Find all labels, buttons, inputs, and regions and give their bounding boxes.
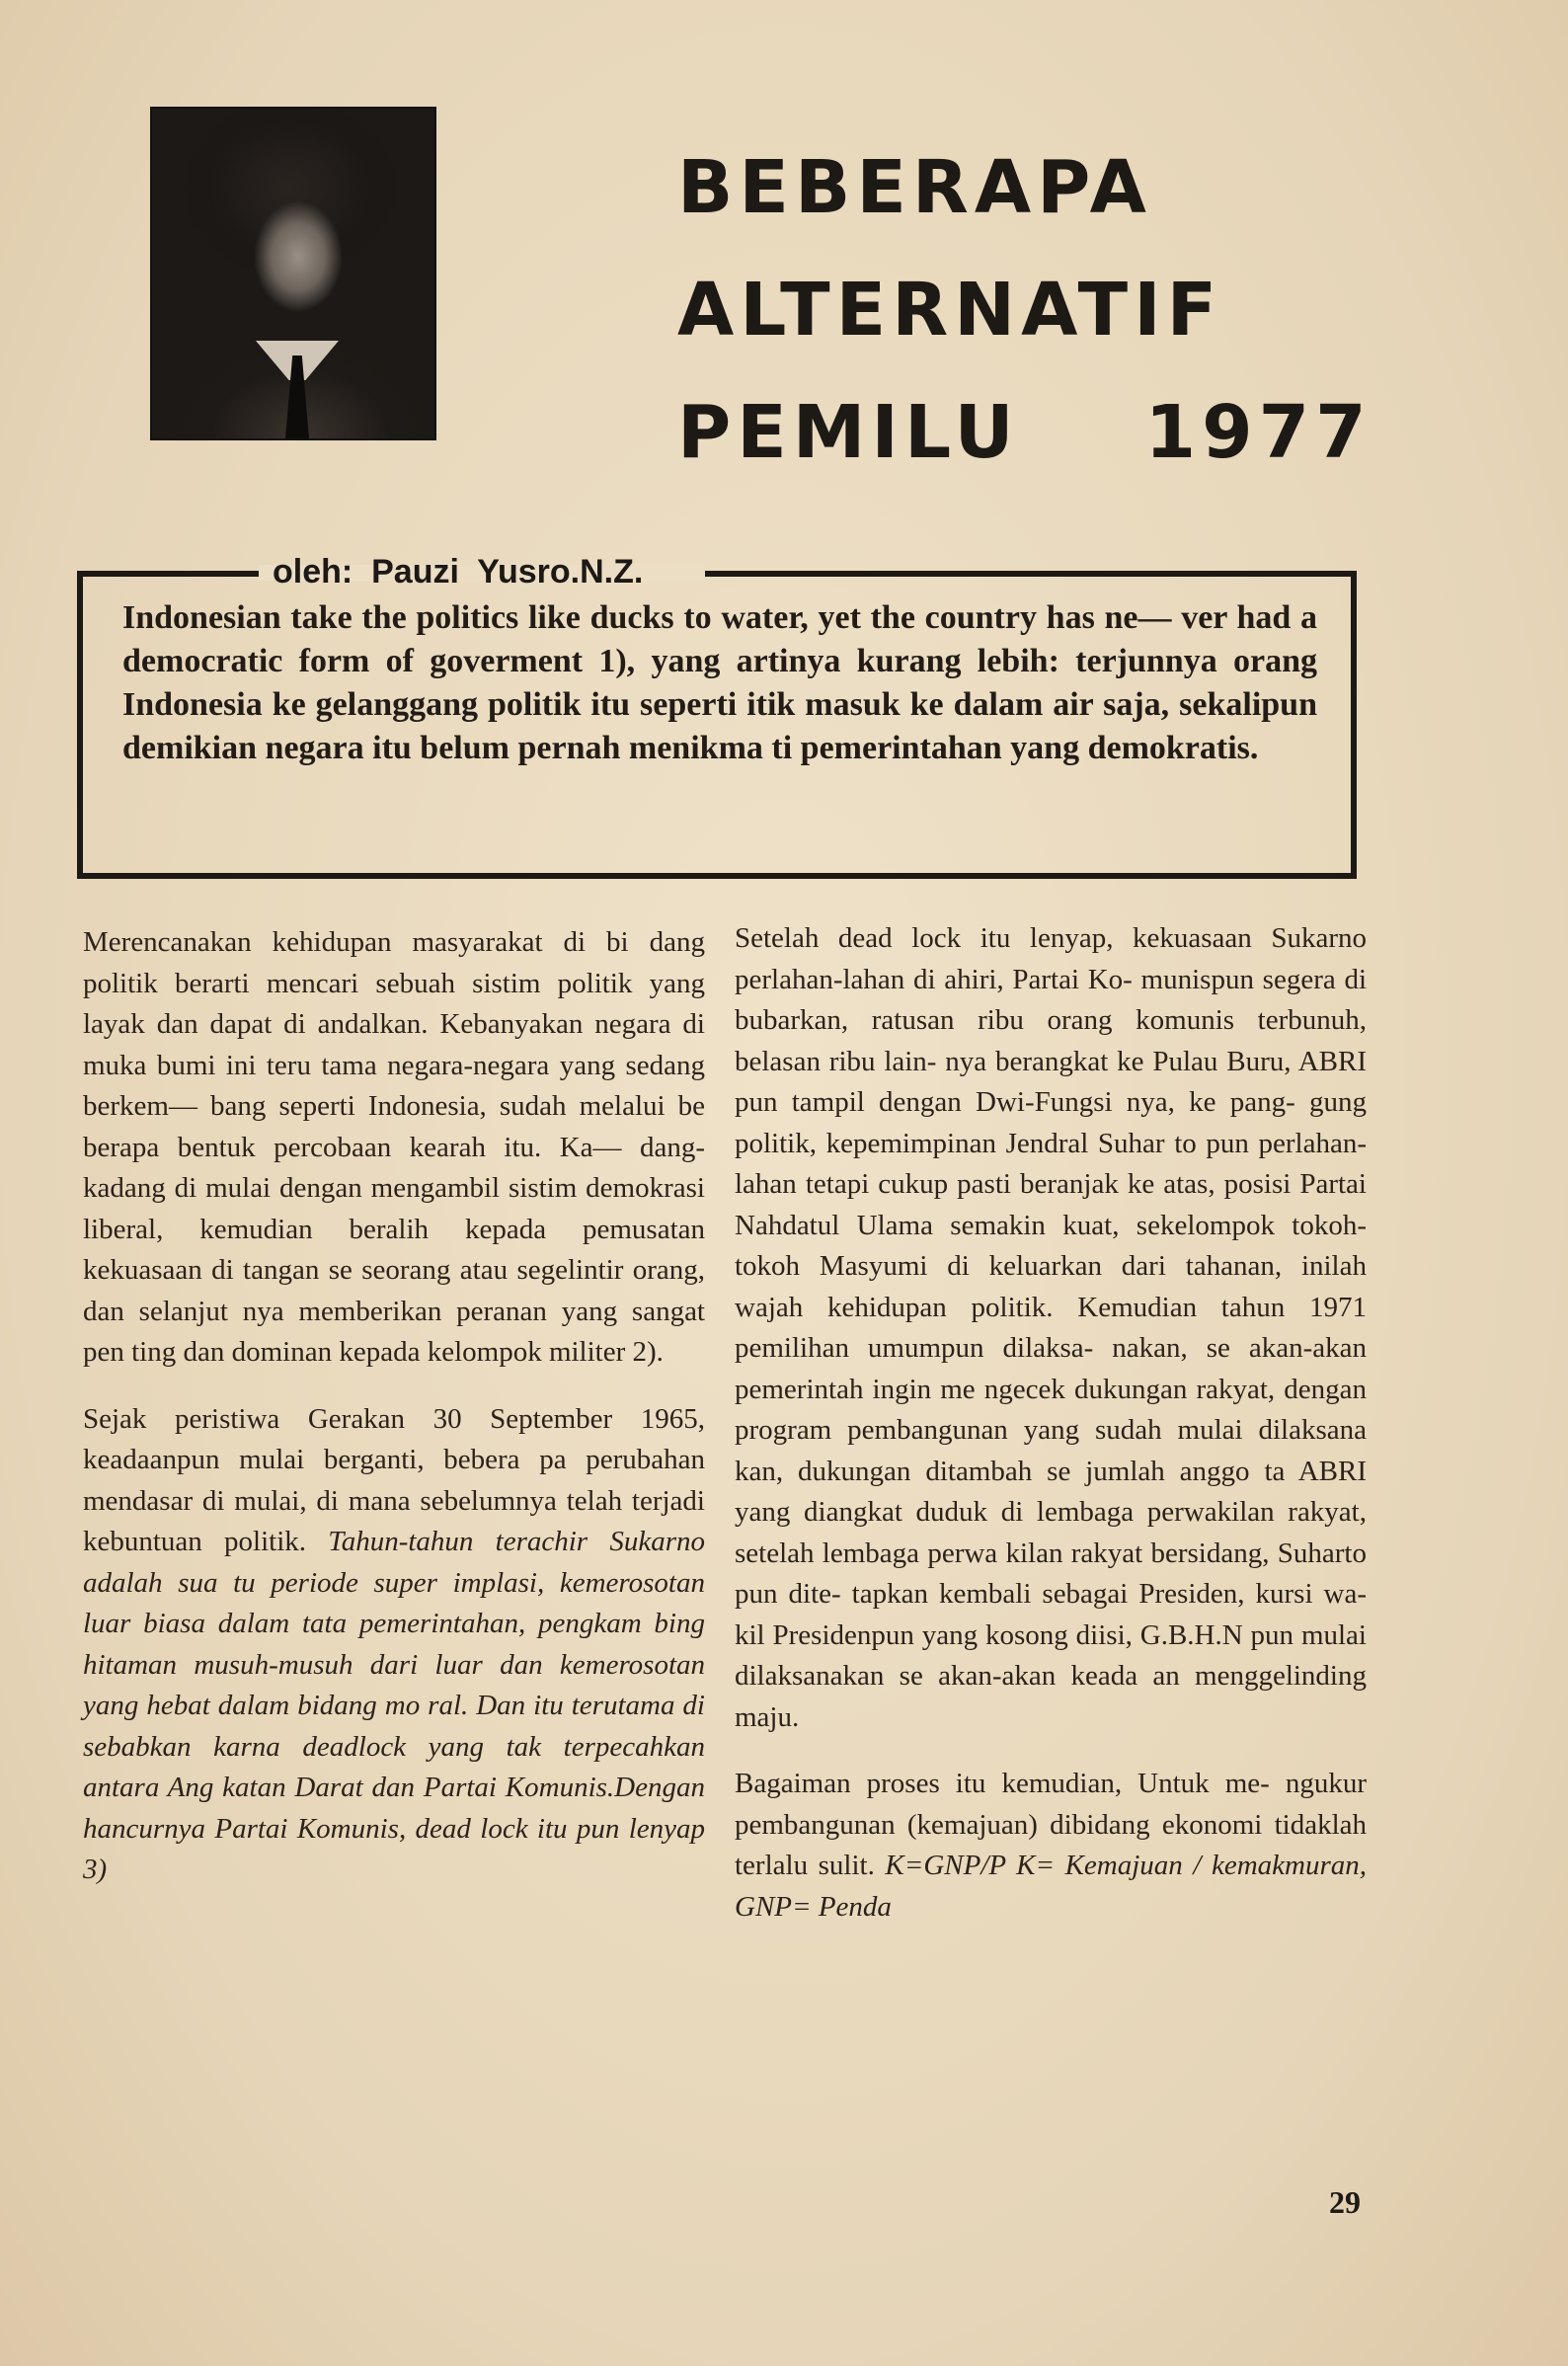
right-paragraph-2-text: Bagaiman proses itu kemudian, Untuk me- ngukur pembangunan (kemajuan) dibidang ekonomi tidaklah terlalu sulit. [735,1768,1367,1881]
page-number: 29 [1329,2184,1361,2220]
title-line-3: PEMILU 1977 [677,390,1372,475]
right-paragraph-2-formula: K=GNP/P K= Kemajuan / kemakmuran, GNP= Penda [735,1850,1368,1923]
left-column [83,922,705,1917]
left-paragraph-2-text: Sejak peristiwa Gerakan 30 September 1965, keadaanpun mulai berganti, bebera pa perubahan mendasar di mulai, di mana sebelumnya telah terjadi kebuntuan politik. [83,1402,705,1557]
title-line-2: ALTERNATIF [677,268,1223,353]
author-byline: oleh: Pauzi Yusro.N.Z. [273,553,644,591]
author-photo [150,107,436,440]
right-column [735,918,1367,1953]
title-line-1: BEBERAPA [677,145,1152,230]
left-paragraph-2-italic: Tahun-tahun terachir Sukarno adalah sua tu periode super implasi, kemerosotan luar biasa dalam tata pemerintahan, pengkam bing hitaman musuh-musuh dari luar dan kemerosotan yang hebat dalam bidang mo ral. Dan itu terutama di sebabkan karna deadlock yang tak terpecahkan antara Ang katan Darat dan Partai Komunis.Dengan hancurnya Partai Komunis, dead lock itu pun lenyap 3) [83,1526,705,1885]
abstract-text: Indonesian take the politics like ducks to water, yet the country has ne— ver had a democratic form of goverment 1), yang artinya kurang lebih: terjunnya orang Indonesia ke gelanggang politik itu seperti itik masuk ke dalam air saja, sekalipun demikian negara itu belum pernah menikma ti pemerintahan yang demokratis. [122,599,1317,766]
left-paragraph-1: Merencanakan kehidupan masyarakat di bi dang politik berarti mencari sebuah sistim politik yang layak dan dapat di andalkan. Kebanyakan negara di muka bumi ini teru tama negara-negara yang sedang berkem— bang seperti Indonesia, sudah melalui be berapa bentuk percobaan kearah itu. Ka— dang-kadang di mulai dengan mengambil sistim demokrasi liberal, kemudian beralih kepada pemusatan kekuasaan di tangan se seorang atau segelintir orang, dan selanjut nya memberikan peranan yang sangat pen ting dan dominan kepada kelompok militer 2). [83,926,705,1368]
left-paragraph-2 [83,1399,705,1891]
right-paragraph-2 [735,1764,1367,1928]
article-title [677,126,1428,494]
right-paragraph-1: Setelah dead lock itu lenyap, kekuasaan Sukarno perlahan-lahan di ahiri, Partai Ko- munispun segera di bubarkan, ratusan ribu orang komunis terbunuh, belasan ribu lain- nya berangkat ke Pulau Buru, ABRI pun tampil dengan Dwi-Fungsi nya, ke pang- gung politik, kepemimpinan Jendral Suhar to pun perlahan-lahan tetapi cukup pasti beranjak ke atas, posisi Partai Nahdatul Ulama semakin kuat, sekelompok tokoh- tokoh Masyumi di keluarkan dari tahanan, inilah wajah kehidupan politik. Kemudian tahun 1971 pemilihan umumpun dilaksa- nakan, se akan-akan pemerintah ingin me ngecek dukungan rakyat, dengan program pembangunan yang sudah mulai dilaksana kan, dukungan ditambah se jumlah anggo ta ABRI yang diangkat duduk di lembaga perwakilan rakyat, setelah lembaga perwa kilan rakyat bersidang, Suharto pun dite- tapkan kembali sebagai Presiden, kursi wa- kil Presidenpun yang kosong diisi, G.B.H.N pun mulai dilaksanakan se akan-akan keada an menggelinding maju. [735,922,1367,1733]
